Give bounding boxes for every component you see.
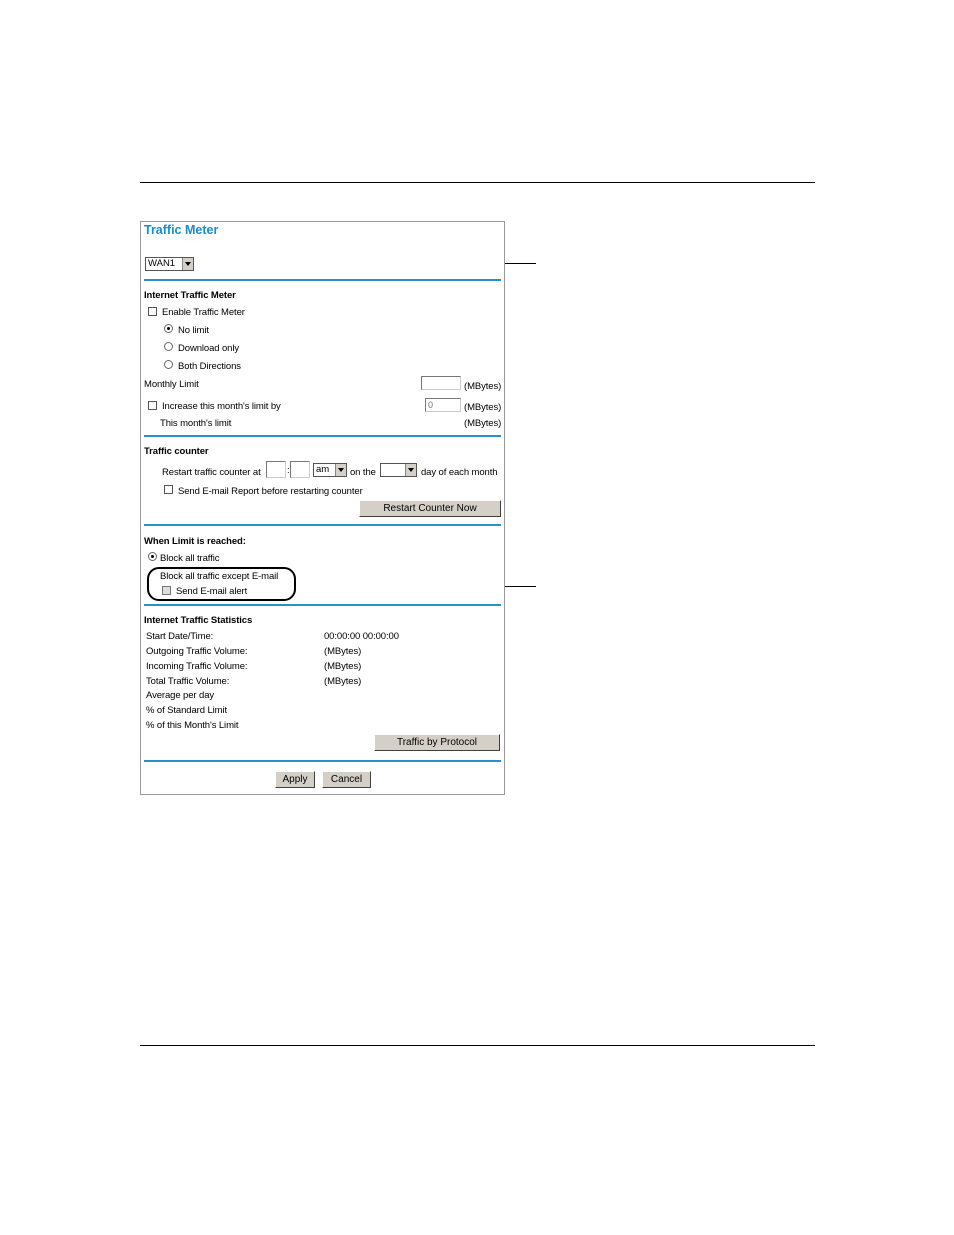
divider xyxy=(144,604,501,606)
divider xyxy=(144,760,501,762)
send-report-checkbox[interactable] xyxy=(164,485,173,494)
stat-label: % of this Month's Limit xyxy=(146,720,239,731)
top-rule xyxy=(140,182,815,183)
increase-limit-unit: (MBytes) xyxy=(464,402,502,413)
increase-limit-label: Increase this month's limit by xyxy=(162,401,281,412)
stat-label: Total Traffic Volume: xyxy=(146,676,230,687)
traffic-counter-heading: Traffic counter xyxy=(144,446,209,457)
time-colon: : xyxy=(287,465,290,476)
increase-limit-checkbox[interactable] xyxy=(148,401,157,410)
monthly-limit-unit: (MBytes) xyxy=(464,381,502,392)
divider xyxy=(144,435,501,437)
block-all-traffic-label: Block all traffic xyxy=(160,553,220,564)
radio-no-limit[interactable] xyxy=(164,324,173,333)
chevron-down-icon xyxy=(405,464,416,476)
this-month-limit-unit: (MBytes) xyxy=(464,418,502,429)
enable-traffic-meter-checkbox[interactable] xyxy=(148,307,157,316)
radio-download-only[interactable] xyxy=(164,342,173,351)
chevron-down-icon xyxy=(335,464,346,476)
stat-label: Start Date/Time: xyxy=(146,631,214,642)
block-except-email-label[interactable]: Block all traffic except E-mail xyxy=(160,571,279,582)
traffic-by-protocol-button[interactable]: Traffic by Protocol xyxy=(374,734,500,751)
stat-label: Average per day xyxy=(146,690,215,701)
restart-minute-input[interactable] xyxy=(290,461,310,478)
ampm-select[interactable] xyxy=(313,463,347,477)
bottom-rule xyxy=(140,1045,815,1046)
divider xyxy=(144,524,501,526)
send-email-alert-checkbox[interactable] xyxy=(162,586,171,595)
restart-counter-label: Restart traffic counter at xyxy=(162,467,261,478)
stat-label: Incoming Traffic Volume: xyxy=(146,661,248,672)
limit-reached-heading: When Limit is reached: xyxy=(144,536,246,547)
stat-value: 00:00:00 00:00:00 xyxy=(324,631,399,642)
stat-value: (MBytes) xyxy=(324,646,362,657)
this-month-limit-label: This month's limit xyxy=(160,418,232,429)
chevron-down-icon xyxy=(182,258,193,270)
increase-limit-input[interactable]: 0 xyxy=(425,398,461,412)
wan-select[interactable] xyxy=(145,257,194,271)
on-the-label: on the xyxy=(350,467,376,478)
radio-both-directions[interactable] xyxy=(164,360,173,369)
radio-block-all-traffic[interactable] xyxy=(148,552,157,561)
radio-both-directions-label: Both Directions xyxy=(178,361,241,372)
send-email-alert-label: Send E-mail alert xyxy=(176,586,248,597)
radio-download-only-label: Download only xyxy=(178,343,240,354)
monthly-limit-label: Monthly Limit xyxy=(144,379,199,390)
day-of-month-label: day of each month xyxy=(421,467,498,478)
statistics-heading: Internet Traffic Statistics xyxy=(144,615,253,626)
restart-hour-input[interactable] xyxy=(266,461,286,478)
stat-value: (MBytes) xyxy=(324,661,362,672)
day-select[interactable] xyxy=(380,463,417,477)
wan-select-value: WAN1 xyxy=(148,258,176,269)
stat-label: % of Standard Limit xyxy=(146,705,228,716)
stat-value: (MBytes) xyxy=(324,676,362,687)
cancel-button[interactable]: Cancel xyxy=(322,771,371,788)
radio-no-limit-label: No limit xyxy=(178,325,209,336)
divider xyxy=(144,279,501,281)
apply-button[interactable]: Apply xyxy=(275,771,315,788)
internet-traffic-meter-heading: Internet Traffic Meter xyxy=(144,290,236,301)
enable-traffic-meter-label: Enable Traffic Meter xyxy=(162,307,245,318)
send-report-label: Send E-mail Report before restarting counter xyxy=(178,486,363,497)
page-title: Traffic Meter xyxy=(144,223,219,237)
ampm-select-value: am xyxy=(316,464,330,475)
traffic-meter-panel xyxy=(140,221,505,795)
restart-counter-button[interactable]: Restart Counter Now xyxy=(359,500,501,517)
monthly-limit-input[interactable] xyxy=(421,376,461,390)
stat-label: Outgoing Traffic Volume: xyxy=(146,646,248,657)
